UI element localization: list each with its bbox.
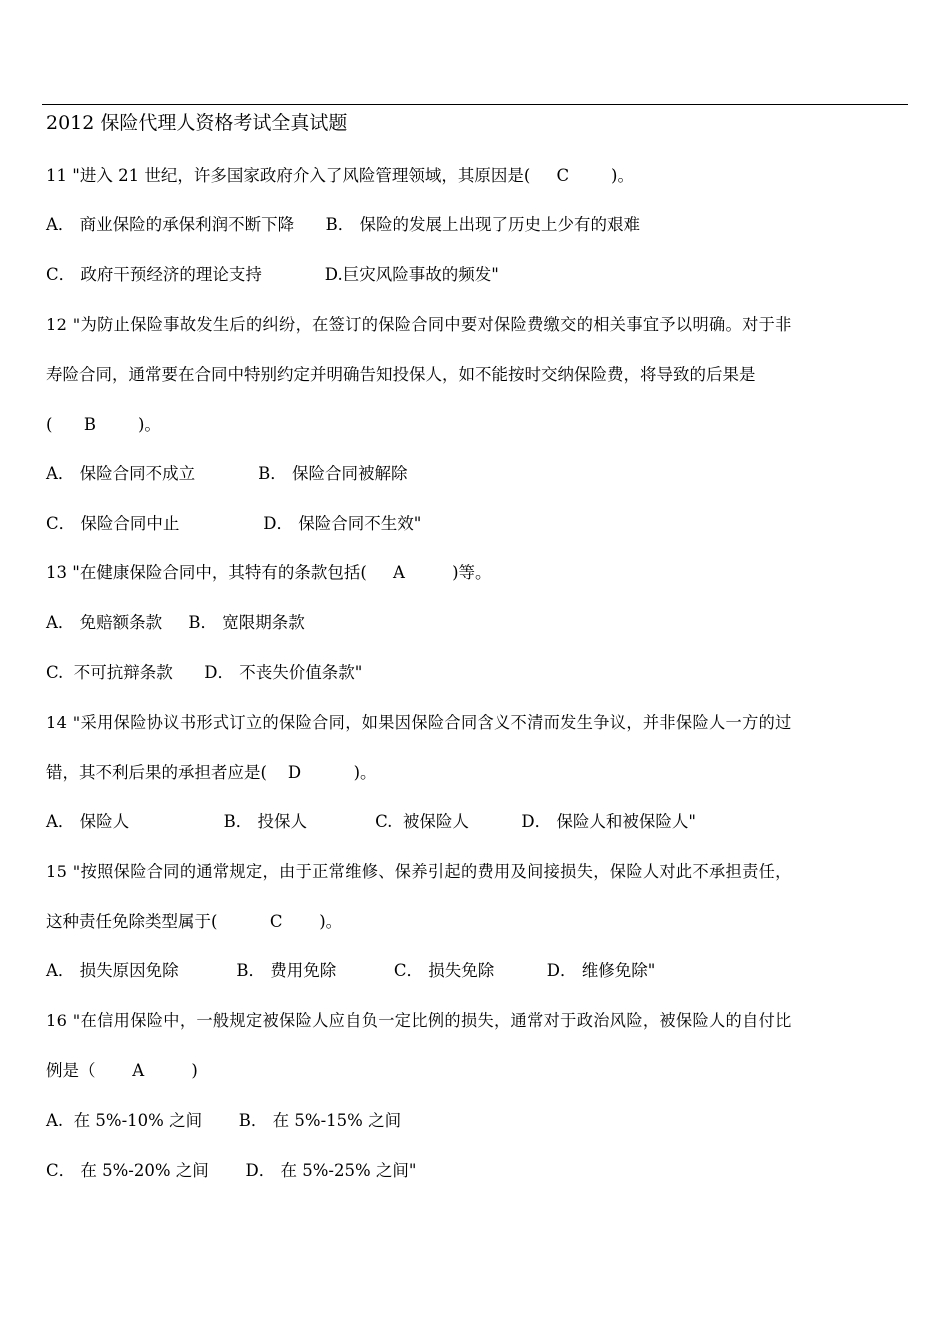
q12-options-ab: A． 保险合同不成立 B． 保险合同被解除: [46, 464, 408, 483]
q15-stem-line1: 15 "按照保险合同的通常规定，由于正常维修、保养引起的费用及间接损失，保险人对此不承担责任，: [46, 862, 792, 881]
top-rule: [42, 104, 908, 105]
q12-stem-line1: 12 "为防止保险事故发生后的纠纷，在签订的保险合同中要对保险费缴交的相关事宜予以明确。对于非: [46, 315, 792, 334]
q11-stem: 11 "进入 21 世纪，许多国家政府介入了风险管理领域，其原因是( C )。: [46, 166, 634, 185]
q12-answer: ( B )。: [46, 415, 161, 434]
q16-options-ab: A. 在 5%-10% 之间 B． 在 5%-15% 之间: [46, 1111, 402, 1130]
q11-options-ab: A． 商业保险的承保利润不断下降 B． 保险的发展上出现了历史上少有的艰难: [46, 215, 640, 234]
q15-options: A． 损失原因免除 B． 费用免除 C． 损失免除 D． 维修免除": [46, 961, 656, 980]
q13-options-cd: C. 不可抗辩条款 D． 不丧失价值条款": [46, 663, 363, 682]
document-title: 2012 保险代理人资格考试全真试题: [46, 112, 348, 134]
q14-stem-line2: 错，其不利后果的承担者应是( D )。: [46, 763, 377, 782]
q15-stem-line2: 这种责任免除类型属于( C )。: [46, 912, 343, 931]
q14-options: A． 保险人 B． 投保人 C. 被保险人 D． 保险人和被保险人": [46, 812, 696, 831]
q12-stem-line2: 寿险合同，通常要在合同中特别约定并明确告知投保人，如不能按时交纳保险费，将导致的后果是: [46, 365, 756, 384]
q12-options-cd: C． 保险合同中止 D． 保险合同不生效": [46, 514, 422, 533]
q16-options-cd: C． 在 5%-20% 之间 D． 在 5%-25% 之间": [46, 1161, 417, 1180]
q16-stem-line2: 例是（ A ): [46, 1061, 198, 1080]
q13-stem: 13 "在健康保险合同中，其特有的条款包括( A )等。: [46, 563, 492, 582]
q16-stem-line1: 16 "在信用保险中，一般规定被保险人应自负一定比例的损失，通常对于政治风险，被保险人的自付比: [46, 1011, 792, 1030]
q13-options-ab: A． 免赔额条款 B． 宽限期条款: [46, 613, 305, 632]
q11-options-cd: C． 政府干预经济的理论支持 D.巨灾风险事故的频发": [46, 265, 499, 284]
q14-stem-line1: 14 "采用保险协议书形式订立的保险合同，如果因保险合同含义不清而发生争议，并非保险人一方的过: [46, 713, 792, 732]
